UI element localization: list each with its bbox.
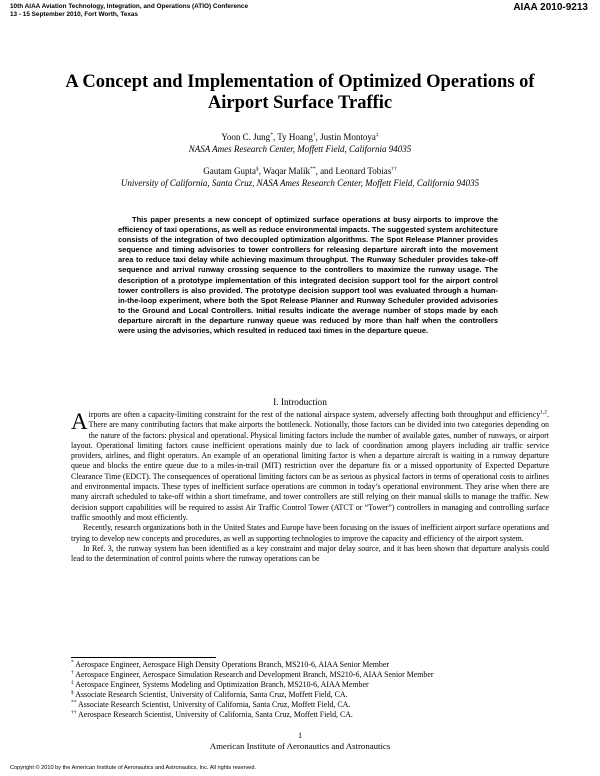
author-separator: , and [315,166,336,176]
footnote-text: Aerospace Engineer, Aerospace High Density Operations Branch, MS210-6, AIAA Senior Member [73,660,389,669]
footnote-mark: * [71,659,74,666]
footnote-text: Aerospace Engineer, Aerospace Simulation Research and Development Branch, MS210-6, AIAA Senior Member [73,670,434,680]
paragraph [71,410,549,523]
author-separator: , [258,166,264,176]
paragraph: In Ref. 3, the runway system has been identified as a key constraint and major delay source, and it has been shown that departure analysis could lead to the determination of control points where the runway operations can be [71,543,549,564]
footnote [71,670,549,680]
section-heading-introduction: I. Introduction [273,398,327,408]
author-list-2 [40,166,560,177]
page-number: 1 [297,731,303,740]
conference-dates: 13 - 15 September 2010, Fort Worth, Texas [10,11,138,18]
footnote-text: Associate Research Scientist, University of California, Santa Cruz, Moffett Field, CA. [76,700,351,710]
footnote [71,690,549,700]
author-name: Leonard Tobias [335,166,392,176]
footnote [71,700,549,710]
footnote [71,660,549,670]
footnote-mark: †† [71,709,77,716]
author-separator: , [272,132,278,142]
author-name: Justin Montoya [320,132,376,142]
copyright-notice: Copyright © 2010 by the American Institute of Aeronautics and Astronautics, Inc. All rights reserved. [10,765,257,771]
paper-id: AIAA 2010-9213 [513,2,588,13]
footnotes [71,660,549,721]
footnote-text: Aerospace Research Scientist, University of California, Santa Cruz, Moffett Field, CA. [76,710,353,720]
footnote-mark: § [71,689,74,696]
author-name: Gautam Gupta [203,166,256,176]
author-name: Yoon C. Jung [221,132,271,142]
footnote-mark: § [255,166,259,172]
footnote-divider [71,657,216,658]
drop-cap: A [71,409,88,434]
footnote-mark: †† [391,166,397,172]
affiliation-1: NASA Ames Research Center, Moffett Field, California 94035 [188,144,412,154]
footnote-mark: ‡ [71,679,74,686]
paragraph-text: irports are often a capacity-limiting constraint for the rest of the national airspace system, adversely affecting both throughput and efficiency [88,410,541,419]
footnote-mark: † [71,669,74,676]
title-line-2: Airport Surface Traffic [207,93,393,113]
author-name: Ty Hoang [277,132,313,142]
footnote-mark: * [270,132,273,138]
organization-footer: American Institute of Aeronautics and Astronautics [209,741,391,751]
affiliation-2: University of California, Santa Cruz, NASA Ames Research Center, Moffett Field, California 94035 [120,178,480,188]
footnote [71,710,549,720]
footnote-mark: ** [71,699,77,706]
introduction-body [71,410,549,564]
author-list-1 [40,132,560,143]
paper-title [40,72,560,114]
footnote-text: Associate Research Scientist, University of California, Santa Cruz, Moffett Field, CA. [73,690,348,700]
footnote-mark: ‡ [375,132,379,138]
author-name: Waqar Malik [263,166,311,176]
footnote-text: Aerospace Engineer, Systems Modeling and Optimization Branch, MS210-6, AIAA Member [73,680,369,690]
footnote [71,680,549,690]
conference-name: 10th AIAA Aviation Technology, Integration, and Operations (ATIO) Conference [10,3,249,10]
reference-mark: 1,2 [540,409,548,416]
footnote-mark: ** [310,166,316,172]
title-line-1: A Concept and Implementation of Optimized Operations of [65,72,535,92]
footnote-mark: † [312,132,316,138]
author-separator: , [315,132,321,142]
abstract: This paper presents a new concept of optimized surface operations at busy airports to improve the efficiency of taxi operations, as well as reduce environmental impacts. The suggested system architecture consists of the integration of two decoupled optimization algorithms. The Spot Release Planner provides sequence and timing advisories to tower controllers for releasing departure aircraft into the movement area to reduce taxi delay while achieving maximum throughput. The Runway Scheduler provides take-off sequence and arrival runway crossing sequence to the controllers to maximize the runway usage. The description of a prototype implementation of this integrated decision support tool for the airport control tower controllers is also provided. The prototype decision support tool was evaluated through a human-in-the-loop experiment, where both the Spot Release Planner and Runway Scheduler provided advisories to the Ground and Local Controllers. Initial results indicate the average number of stops made by each departure aircraft in the departure runway queue was reduced by more than half when the controllers were using the advisories, which resulted in reduced taxi times in the departure queue. [118,215,498,336]
paragraph-text: . There are many contributing factors that make airports the bottleneck. Notionally, those factors can be divided into two categories depending on the nature of the factors: physical and operational. Physical limiting factors include the number of available gates, number of runways, or airport layout. Operational limiting factors cause inefficient operations mainly due to lack of coordination among players including air traffic service providers, airlines, and flight operators. An example of an operational limiting factor is when a departure aircraft is waiting in a runway departure queue and blocks the entire queue due to a miles-in-trail (MIT) restriction over the departure fix or a missed opportunity of Expected Departure Clearance Time (EDCT). The consequences of operational limiting factors can be as serious as physical factors in terms of operational costs to airlines and environmental impacts. These types of inefficient surface operations are common in today’s operational environment. They arise when there are many aircraft scheduled to take-off within a short timeframe, and tower controllers are still relying on their manual skills to manage the traffic. New decision support capabilities will be required to assist Air Traffic Control Tower (ATCT or “Tower”) controllers in managing and controlling surface traffic smoothly and most efficiently. [71,410,549,522]
paragraph: Recently, research organizations both in the United States and Europe have been focusing on the issues of inefficient airport surface operations and trying to develop new concepts and procedures, as well as supporting technologies to improve the capacity and efficiency of the airport system. [71,523,549,543]
conference-info [10,3,248,19]
